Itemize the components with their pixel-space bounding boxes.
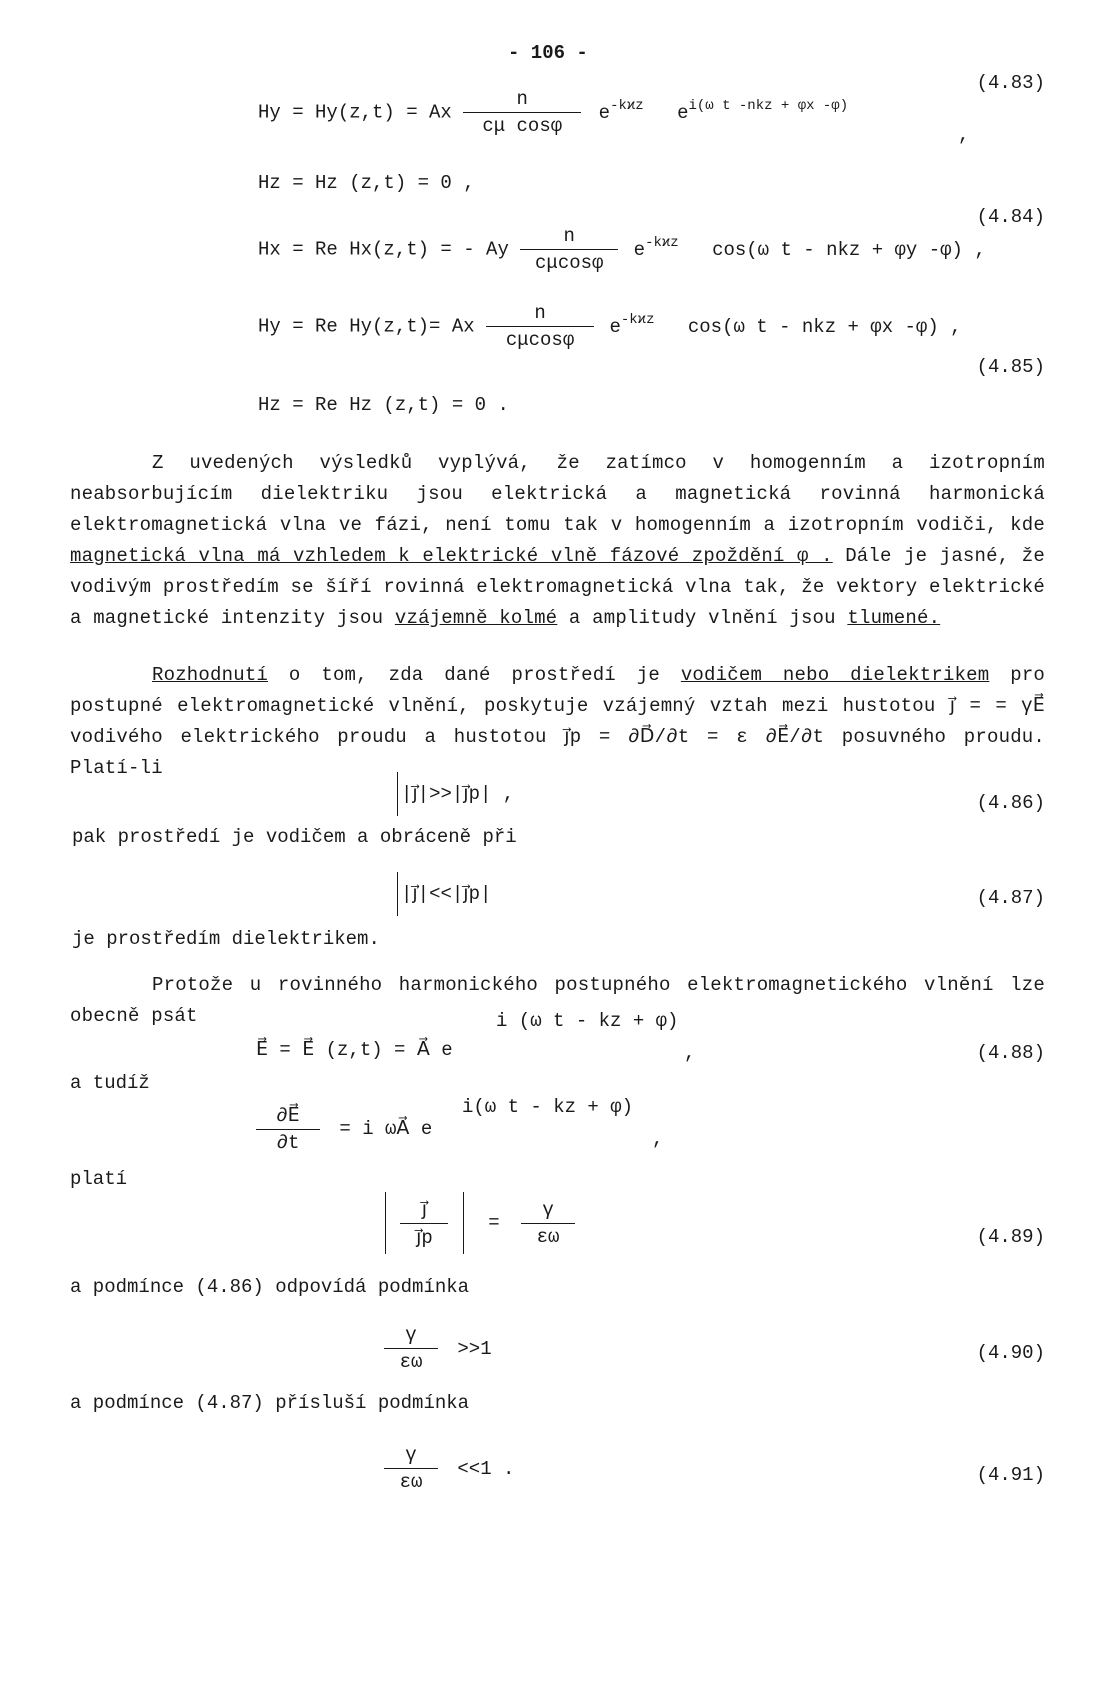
paragraph-phase	[70, 448, 1045, 634]
eq484-exp-base: e	[633, 238, 646, 261]
eqd-numerator: ∂E⃗	[276, 1105, 300, 1127]
decision-underlined: Rozhodnutí	[152, 664, 269, 686]
eq484-lhs: Hx = Re Hx(z,t) = - Ay	[258, 238, 509, 261]
eq485-numerator: n	[534, 302, 546, 324]
eq488-exponent: i (ω t - kz + φ)	[496, 1010, 679, 1032]
eq485-exp: -kϰz	[620, 311, 655, 328]
text-plati: platí	[70, 1168, 128, 1190]
mutually-perpendicular-underlined: vzájemně kolmé	[394, 607, 558, 629]
phase-delay-underlined: magnetická vlna má vzhledem k elektrické vlně fázové zpoždění φ .	[70, 545, 833, 567]
text-condition-1: a podmínce (4.86) odpovídá podmínka	[70, 1276, 470, 1298]
conductor-or-dielectric-underlined: vodičem nebo dielektrikem	[680, 664, 990, 686]
eq488b-exponent: i(ω t - kz + φ)	[462, 1096, 634, 1118]
equation-4-89	[382, 1192, 575, 1254]
equation-hz-real: Hz = Re Hz (z,t) = 0 .	[258, 394, 509, 416]
page-number: - 106 -	[508, 42, 588, 64]
eq491-numerator: γ	[405, 1444, 417, 1466]
eq485-denominator: cμcosφ	[486, 326, 594, 351]
equation-derivative	[256, 1104, 432, 1154]
eq488-tag: (4.88)	[976, 1042, 1045, 1064]
eq484-numerator: n	[563, 225, 575, 247]
eq489-denominator: j⃗p	[400, 1223, 448, 1249]
eq483-tag: (4.83)	[976, 72, 1045, 94]
eq484-exp: -kϰz	[645, 234, 679, 251]
eq489-numerator: j⃗	[421, 1198, 428, 1221]
eq486-body: |j⃗|>>|j⃗p| ,	[401, 783, 515, 806]
eqd-denominator: ∂t	[256, 1129, 320, 1154]
eq483-exp1: -kϰz	[610, 97, 644, 114]
equation-4-88: E⃗ = E⃗ (z,t) = A⃗ e	[256, 1039, 453, 1061]
eq485-tag: (4.85)	[976, 356, 1045, 378]
eq490-rhs: >>1	[457, 1337, 492, 1360]
eq490-denominator: εω	[384, 1348, 438, 1373]
eq485-lhs: Hy = Re Hy(z,t)= Ax	[258, 315, 475, 338]
eq486-tag: (4.86)	[976, 792, 1045, 814]
paragraph-general-text: Protože u rovinného harmonického postupného elektromagnetického vlnění lze obecně psát	[70, 974, 1045, 1027]
eq491-denominator: εω	[384, 1468, 438, 1493]
eqd-rhs: = i ωA⃗ e	[339, 1118, 433, 1141]
eq487-tag: (4.87)	[976, 887, 1045, 909]
equation-4-90	[384, 1324, 492, 1373]
eq485-fraction	[486, 302, 594, 351]
eq491-tag: (4.91)	[976, 1464, 1045, 1486]
eq483-comma: ,	[958, 124, 970, 146]
eq490-numerator: γ	[405, 1324, 417, 1346]
eq489-rhs-numerator: γ	[542, 1198, 554, 1221]
eq483-numerator: n	[516, 88, 528, 110]
damped-underlined: tlumené.	[847, 607, 941, 629]
paragraph-phase-cont: Dále je jasné, že vodivým prostředím se šíří rovinná elektromagnetická vlna tak, že vektory elektrické a magnetické intenzity jsou	[70, 545, 1045, 629]
eq483-fraction	[463, 88, 581, 137]
eq489-rhs-fraction	[521, 1199, 575, 1248]
eq489-fraction	[400, 1198, 448, 1249]
eq487-body: |j⃗|<<|j⃗p|	[401, 883, 492, 906]
eq489-equals: =	[488, 1212, 500, 1235]
paragraph-decision	[70, 660, 1045, 784]
eqd-fraction	[256, 1104, 320, 1154]
eq484-denominator: cμcosφ	[520, 249, 618, 274]
eq483-exp1-base: e	[598, 101, 611, 124]
equation-4-86	[394, 772, 514, 816]
eq484-tag: (4.84)	[976, 206, 1045, 228]
paragraph-phase-text: Z uvedených výsledků vyplývá, že zatímco v homogenním a izotropním neabsorbujícím dielektriku jsou elektrická a magnetická rovinná harmonická elektromagnetická vlna ve fázi, není tomu tak v homogenním a izotropním vodiči, kde	[70, 452, 1045, 536]
equation-4-87	[394, 872, 491, 916]
eq488-comma: ,	[684, 1042, 696, 1064]
text-after-487: je prostředím dielektrikem.	[72, 928, 380, 950]
eq491-fraction	[384, 1444, 438, 1493]
equation-4-83	[258, 88, 848, 137]
eq483-denominator: cμ cosφ	[463, 112, 581, 137]
eqd-comma: ,	[652, 1128, 664, 1150]
eq485-cos: cos(ω t - nkz + φx -φ) ,	[687, 315, 962, 338]
eq490-fraction	[384, 1324, 438, 1373]
eq483-lhs: Hy = Hy(z,t) = Ax	[258, 101, 452, 124]
paragraph-phase-cont2: a amplitudy vlnění jsou	[568, 607, 836, 629]
eq489-rhs-denominator: εω	[521, 1223, 575, 1248]
equation-4-91	[384, 1444, 514, 1493]
text-after-486: pak prostředí je vodičem a obráceně při	[72, 826, 517, 848]
paragraph-decision-a: o tom, zda dané prostředí je	[288, 664, 660, 686]
eq489-tag: (4.89)	[976, 1226, 1045, 1248]
eq484-fraction	[520, 225, 618, 274]
eq491-rhs: <<1 .	[457, 1457, 515, 1480]
eq485-exp-base: e	[609, 315, 621, 338]
eq484-cos: cos(ω t - nkz + φy -φ) ,	[712, 238, 986, 261]
eq483-exp2-base: e	[677, 101, 689, 124]
paragraph-decision-b: pro postupné elektromagnetické vlnění, poskytuje vzájemný vztah mezi hustotou j⃗ = = γE⃗ vodivého elektrického proudu a hustotou j⃗p = ∂D⃗/∂t = ε ∂E⃗/∂t posuvného proudu. Platí-li	[70, 664, 1046, 779]
equation-hz-complex: Hz = Hz (z,t) = 0 ,	[258, 172, 475, 194]
equation-4-85	[258, 302, 962, 351]
text-condition-2: a podmínce (4.87) přísluší podmínka	[70, 1392, 470, 1414]
equation-4-84	[258, 225, 986, 274]
eq483-exp2: i(ω t -nkz + φx -φ)	[688, 97, 849, 114]
eq490-tag: (4.90)	[976, 1342, 1045, 1364]
text-a-tudiz: a tudíž	[70, 1072, 150, 1094]
